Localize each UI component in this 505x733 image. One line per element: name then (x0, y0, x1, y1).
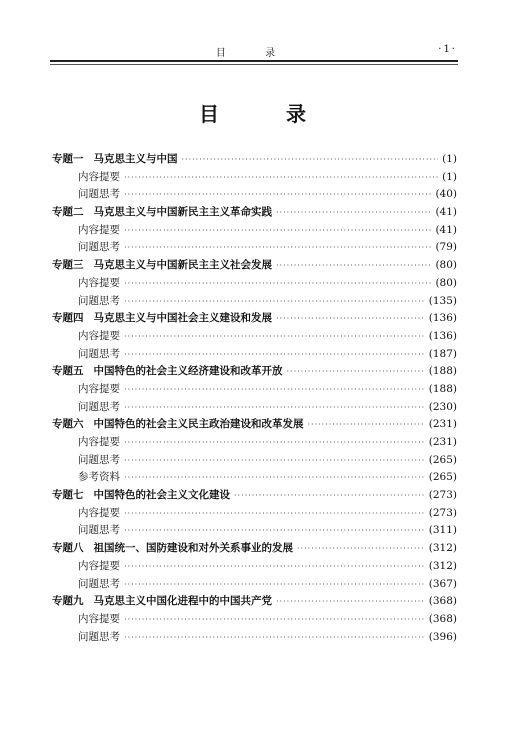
toc-page-number: (368) (428, 595, 457, 608)
toc-entry-title: 马克思主义与中国新民主主义革命实践 (93, 206, 272, 219)
toc-subentry-row (52, 222, 457, 240)
toc-page-number: (396) (428, 630, 457, 643)
toc-page-number: (187) (428, 347, 457, 360)
toc-subentry-row (52, 169, 457, 187)
toc-entry-title: 中国特色的社会主义经济建设和改革开放 (93, 365, 283, 378)
toc-entry-title: 问题思考 (78, 577, 120, 590)
toc-page-number: (80) (435, 259, 457, 272)
toc-subentry-row (52, 576, 457, 594)
toc-page-number: (40) (435, 188, 457, 201)
toc-page-number: (311) (428, 524, 457, 537)
toc-page-number: (273) (428, 506, 457, 519)
toc-subentry-row (52, 611, 457, 629)
toc-topic-number: 专题一 (52, 153, 84, 165)
toc-page-number: (312) (428, 559, 457, 572)
toc-entry-title: 马克思主义中国化进程中的中国共产党 (93, 595, 272, 608)
page-title: 目 录 (199, 102, 336, 126)
toc-page-number: (231) (428, 418, 457, 431)
toc-page-number: (231) (428, 436, 457, 448)
toc-entry-title: 问题思考 (78, 188, 120, 201)
toc-page-number: (135) (428, 294, 457, 307)
toc-leader-dots (234, 491, 425, 500)
toc-page-number: (265) (428, 453, 457, 466)
toc-entry-title: 问题思考 (78, 630, 120, 643)
toc-leader-dots (124, 243, 431, 252)
toc-leader-dots (124, 173, 438, 182)
toc-subentry-row (52, 469, 457, 487)
toc-entry-title: 问题思考 (78, 400, 120, 413)
toc-page-number: (188) (428, 365, 457, 378)
toc-page-number: (1) (442, 170, 457, 183)
toc-entry-title: 中国特色的社会主义文化建设 (93, 489, 230, 502)
toc-entry-title: 问题思考 (78, 294, 120, 307)
running-header (52, 44, 457, 58)
toc-leader-dots (124, 297, 425, 306)
toc-leader-dots (124, 438, 425, 447)
toc-leader-dots (124, 633, 425, 642)
toc-leader-dots (124, 456, 425, 465)
toc-leader-dots (124, 350, 425, 359)
toc-entry-title: 内容提要 (78, 382, 120, 395)
toc-topic-row (52, 593, 457, 611)
toc-entry-title: 内容提要 (78, 329, 120, 342)
toc-topic-row (52, 151, 457, 169)
toc-leader-dots (124, 190, 431, 199)
toc-subentry-row (52, 381, 457, 399)
toc-page-number: (136) (428, 329, 457, 342)
toc-leader-dots (124, 473, 425, 482)
toc-entry-title: 中国特色的社会主义民主政治建设和改革发展 (93, 418, 304, 431)
toc-subentry-row (52, 629, 457, 647)
toc-leader-dots (124, 509, 425, 518)
toc-page-number: (312) (428, 542, 457, 555)
toc-page-number: (1) (442, 153, 457, 165)
toc-subentry-row (52, 434, 457, 452)
toc-topic-number: 专题五 (52, 365, 84, 378)
toc-topic-row (52, 363, 457, 381)
toc-page-number: (188) (428, 382, 457, 395)
toc-page-number: (367) (428, 577, 457, 590)
toc-subentry-row (52, 346, 457, 364)
toc-leader-dots (308, 420, 425, 429)
toc-topic-row (52, 310, 457, 328)
toc-leader-dots (124, 332, 425, 341)
toc-entry-title: 内容提要 (78, 436, 120, 448)
toc-entry-title: 内容提要 (78, 223, 120, 236)
toc-leader-dots (276, 597, 425, 606)
toc-leader-dots (287, 367, 425, 376)
toc-leader-dots (124, 279, 431, 288)
toc-entry-title: 问题思考 (78, 347, 120, 360)
toc-entry-title: 问题思考 (78, 241, 120, 254)
header-rule-thin (50, 64, 458, 65)
toc-topic-row (52, 416, 457, 434)
toc-entry-title: 马克思主义与中国社会主义建设和发展 (93, 312, 272, 325)
toc-entry-title: 内容提要 (78, 612, 120, 625)
toc-subentry-row (52, 505, 457, 523)
toc-leader-dots (124, 226, 431, 235)
toc-topic-row (52, 487, 457, 505)
toc-topic-row (52, 204, 457, 222)
toc-topic-row (52, 257, 457, 275)
toc-topic-number: 专题七 (52, 489, 84, 502)
toc-leader-dots (182, 155, 439, 164)
toc-topic-number: 专题三 (52, 259, 84, 272)
toc-topic-number: 专题二 (52, 206, 84, 219)
toc-leader-dots (297, 544, 425, 553)
toc-topic-number: 专题四 (52, 312, 84, 325)
toc-entry-title: 内容提要 (78, 559, 120, 572)
toc-page-number: (136) (428, 312, 457, 325)
toc-entry-title: 问题思考 (78, 524, 120, 537)
toc-leader-dots (124, 403, 425, 412)
toc-leader-dots (276, 208, 431, 217)
toc-leader-dots (124, 580, 425, 589)
toc-entry-title: 问题思考 (78, 453, 120, 466)
toc-topic-number: 专题九 (52, 595, 84, 608)
toc-entry-title: 内容提要 (78, 170, 120, 183)
toc-subentry-row (52, 399, 457, 417)
toc-topic-number: 专题八 (52, 542, 84, 555)
toc-leader-dots (124, 385, 425, 394)
toc-page-number: (368) (428, 612, 457, 625)
toc-subentry-row (52, 522, 457, 540)
toc-subentry-row (52, 275, 457, 293)
toc-entry-title: 内容提要 (78, 506, 120, 519)
toc-entry-title: 马克思主义与中国新民主主义社会发展 (93, 259, 272, 272)
toc-entry-title: 参考资料 (78, 471, 120, 484)
toc-leader-dots (276, 314, 425, 323)
toc-entry-title: 内容提要 (78, 276, 120, 289)
toc-leader-dots (124, 615, 425, 624)
toc-subentry-row (52, 558, 457, 576)
toc-leader-dots (124, 526, 425, 535)
toc-subentry-row (52, 239, 457, 257)
running-header-title: 目 录 (215, 48, 294, 59)
toc-page-number: (79) (435, 241, 457, 254)
toc-entry-title: 祖国统一、国防建设和对外关系事业的发展 (93, 542, 293, 555)
toc-page-number: (41) (435, 206, 457, 219)
toc-page-number: (273) (428, 489, 457, 502)
toc-leader-dots (124, 562, 425, 571)
toc-subentry-row (52, 186, 457, 204)
toc-topic-row (52, 540, 457, 558)
toc-subentry-row (52, 452, 457, 470)
header-rule-thick (50, 60, 458, 62)
toc-subentry-row (52, 293, 457, 311)
toc-page-number: (230) (428, 400, 457, 413)
table-of-contents (52, 151, 457, 646)
toc-topic-number: 专题六 (52, 418, 84, 431)
toc-page-number: (41) (435, 223, 457, 236)
toc-leader-dots (276, 261, 431, 270)
toc-subentry-row (52, 328, 457, 346)
running-header-page-number: ·1· (438, 44, 457, 55)
toc-entry-title: 马克思主义与中国 (93, 153, 178, 165)
toc-page-number: (80) (435, 276, 457, 289)
toc-page-number: (265) (428, 471, 457, 484)
